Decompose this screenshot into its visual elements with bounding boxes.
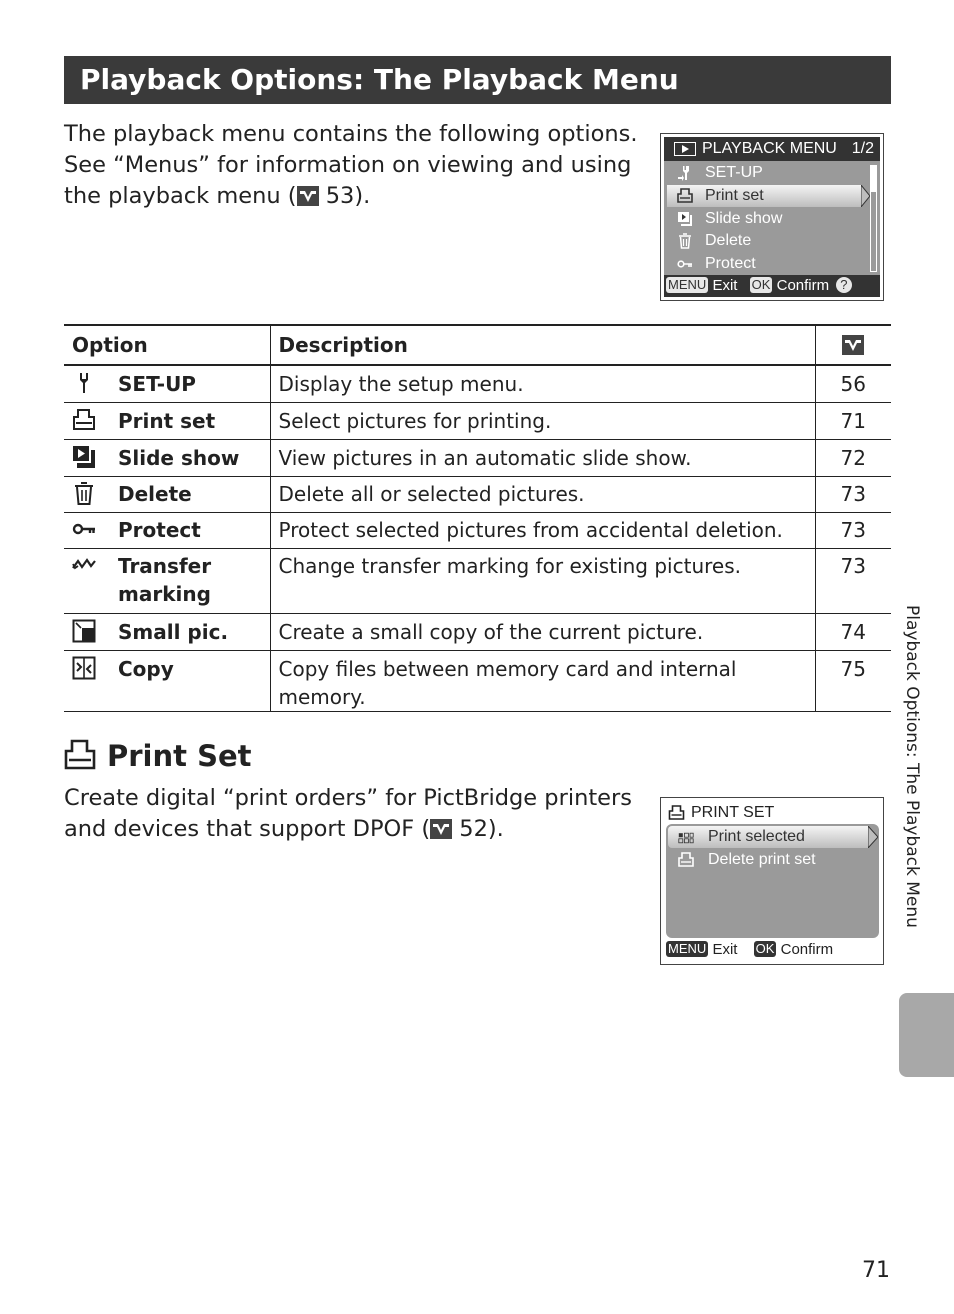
playback-menu-title-bar	[664, 137, 880, 161]
print-set-title-bar	[664, 801, 880, 825]
print-icon	[72, 408, 96, 432]
slideshow-icon	[72, 445, 96, 469]
intro-paragraph	[64, 119, 644, 212]
print-selected-icon	[678, 830, 694, 846]
print-set-item-print-selected[interactable]: Print selected	[668, 826, 868, 848]
footer-help-label: Help	[664, 299, 695, 316]
side-thumb-tab	[899, 993, 954, 1077]
menu-key-icon: MENU	[668, 941, 707, 956]
print-set-line-1: Create digital “print orders” for PictBridge printers	[64, 785, 632, 811]
page-number: 71	[862, 1258, 890, 1283]
intro-line-1: The playback menu contains the following options.	[64, 121, 638, 147]
table-row: Small pic. Create a small copy of the current picture. 74	[64, 613, 891, 650]
playback-menu-footer	[664, 275, 880, 316]
page-reference-icon	[297, 186, 319, 206]
setup-icon	[72, 371, 96, 395]
print-icon	[678, 852, 694, 868]
page-column-header	[815, 325, 891, 365]
options-table	[64, 324, 891, 712]
print-set-screen-title: PRINT SET	[691, 804, 775, 821]
playback-menu-scrollbar[interactable]	[870, 165, 877, 272]
play-icon	[674, 142, 696, 156]
print-set-item-delete-print-set[interactable]: Delete print set	[668, 849, 868, 871]
playback-menu-item-protect[interactable]: Protect	[667, 253, 867, 275]
print-set-paragraph	[64, 783, 644, 845]
table-row: Copy Copy files between memory card and internal memory. 75	[64, 650, 891, 711]
print-set-footer	[664, 939, 880, 961]
selection-arrow-icon	[868, 826, 878, 848]
footer-exit-label: Exit	[712, 277, 738, 294]
intro-line-3: the playback menu ( 53).	[64, 183, 371, 209]
help-key-icon: ?	[836, 277, 851, 293]
playback-menu-page: 1/2	[851, 140, 874, 157]
print-set-title: Print Set	[107, 739, 252, 773]
print-set-screen	[660, 797, 884, 965]
playback-menu-item-print-set[interactable]: Print set	[667, 185, 861, 207]
menu-key-icon: MENU	[668, 277, 707, 292]
copy-icon	[72, 656, 96, 680]
table-row: Transfer marking Change transfer marking for existing pictures. 73	[64, 548, 891, 613]
print-set-line-2: and devices that support DPOF ( 52).	[64, 816, 504, 842]
footer-exit-label: Exit	[712, 941, 738, 958]
table-header-row	[64, 325, 891, 365]
footer-confirm-label: Confirm	[780, 941, 834, 958]
print-icon	[64, 739, 96, 771]
small-pic-icon	[72, 619, 96, 643]
playback-menu-title: PLAYBACK MENU	[702, 140, 837, 157]
option-column-header: Option	[64, 325, 270, 365]
playback-menu-item-delete[interactable]: Delete	[667, 230, 867, 252]
scrollbar-thumb[interactable]	[871, 166, 876, 192]
key-icon	[677, 256, 693, 272]
print-icon	[668, 805, 685, 821]
intro-line-2: See “Menus” for information on viewing and using	[64, 152, 632, 178]
transfer-icon	[72, 552, 96, 576]
table-row: SET-UP Display the setup menu. 56	[64, 365, 891, 402]
table-row: Print set Select pictures for printing. 71	[64, 402, 891, 439]
playback-menu-screen	[660, 133, 884, 316]
page-reference-icon	[842, 335, 864, 355]
trash-icon	[677, 233, 693, 249]
description-column-header: Description	[270, 325, 815, 365]
selection-arrow-icon	[861, 185, 870, 207]
table-row: Protect Protect selected pictures from accidental deletion. 73	[64, 512, 891, 548]
ok-key-icon: OK	[751, 277, 771, 292]
footer-confirm-label: Confirm	[776, 277, 830, 294]
trash-icon	[72, 481, 96, 505]
key-icon	[72, 517, 96, 541]
table-row: Delete Delete all or selected pictures. 73	[64, 476, 891, 512]
print-icon	[677, 188, 693, 204]
setup-icon	[677, 165, 693, 181]
page-reference-icon	[430, 819, 452, 839]
playback-menu-item-setup[interactable]: SET-UP	[667, 162, 867, 184]
slideshow-icon	[677, 211, 693, 227]
playback-menu-item-slide-show[interactable]: Slide show	[667, 208, 867, 230]
ok-key-icon: OK	[755, 941, 775, 956]
section-header: Playback Options: The Playback Menu	[64, 56, 891, 104]
table-row: Slide show View pictures in an automatic slide show. 72	[64, 439, 891, 476]
